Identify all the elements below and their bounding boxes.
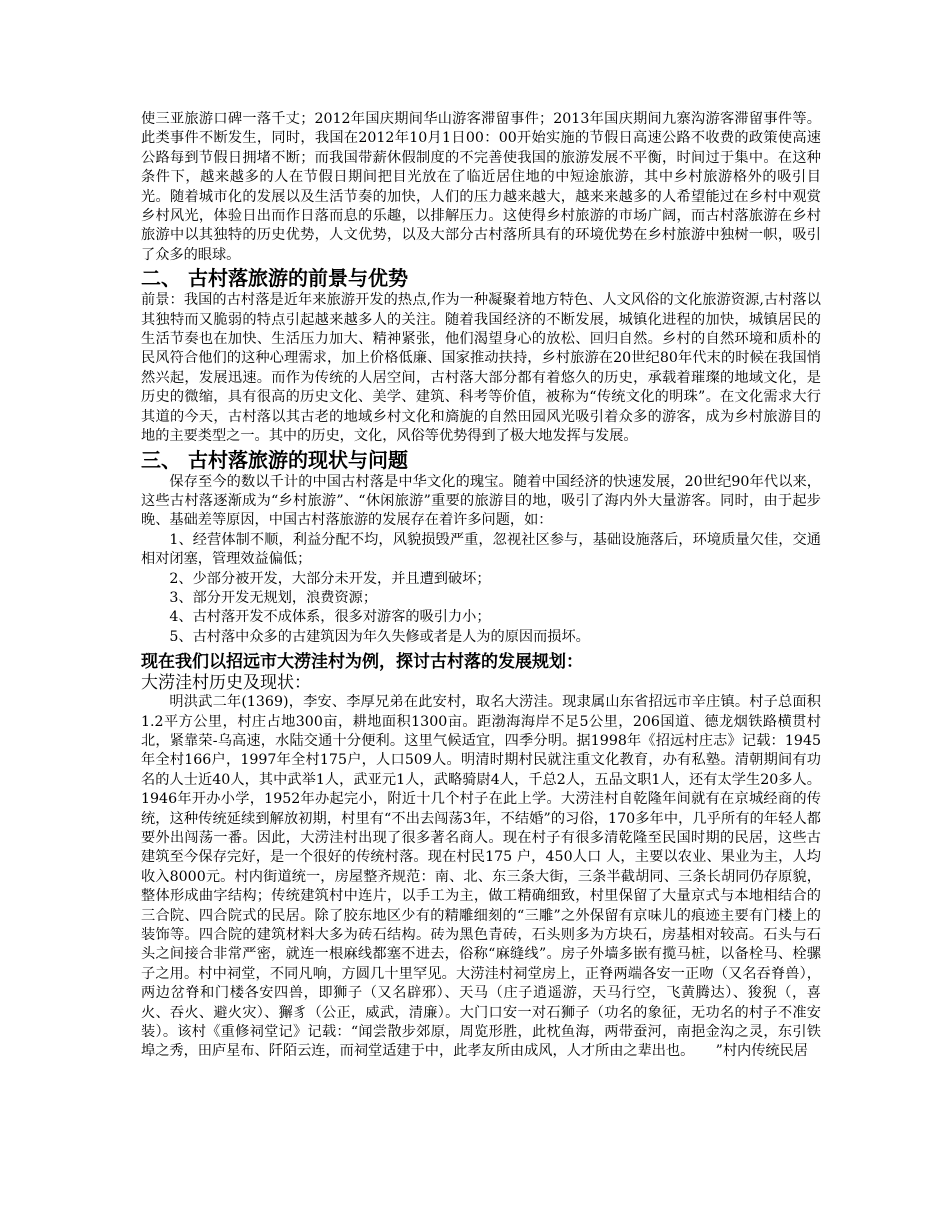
- section2-heading: 二、 古村落旅游的前景与优势: [141, 266, 408, 291]
- example-heading: 现在我们以招远市大涝洼村为例，探讨古村落的发展规划：: [141, 652, 583, 673]
- section3-paragraph: 保存至今的数以千计的中国古村落是中华文化的瑰宝。随着中国经济的快速发展，20世纪90年代以来，这些古村落逐渐成为“乡村旅游”、“休闲旅游”重要的旅游目的地，吸引了海内外大量游客。同时，由于起步晚、基础差等原因，中国古村落旅游的发展存在着许多问题，如：: [141, 473, 821, 529]
- problem-item-5: 5、古村落中众多的古建筑因为年久失修或者是人为的原因而损坏。: [169, 628, 590, 645]
- problem-item-4: 4、古村落开发不成体系，很多对游客的吸引力小；: [169, 609, 491, 626]
- section3-heading: 三、 古村落旅游的现状与问题: [141, 447, 408, 472]
- example-paragraph: 明洪武二年(1369)，李安、李厚兄弟在此安村，取名大涝洼。现隶属山东省招远市辛庄镇。村子总面积1.2平方公里，村庄占地300亩，耕地面积1300亩。距渤海海岸不足5公里，206国道、德龙烟铁路横贯村北，紧靠荣-乌高速，水陆交通十分便利。这里气候适宜，四季分明。据1998年《招远村庄志》记载：1945年全村166户，1997年全村175户，人口509人。明清时期村民就注重文化教育，办有私塾。清朝期间有功名的人士近40人，其中武举1人，武亚元1人，武略骑尉4人，千总2人，五品文职1人，还有太学生20多人。1946年开办小学，1952年办起完小，附近十几个村子在此上学。大涝洼村自乾隆年间就有在京城经商的传统，这种传统延续到解放初期，村里有“不出去闯荡3年，不结婚”的习俗，170多年中，几乎所有的年轻人都要外出闯荡一番。因此，大涝洼村出现了很多著名商人。现在村子有很多清乾隆至民国时期的民居，这些古建筑至今保存完好，是一个很好的传统村落。现在村民175 户，450人口 人，主要以农业、果业为主，人均收入8000元。村内街道统一，房屋整齐规范：南、北、东三条大街，三条半截胡同、三条长胡同仍存原貌，整体形成曲字结构；传统建筑村中连片，以手工为主，做工精确细致，村里保留了大量京式与本地相结合的三合院、四合院式的民居。除了胶东地区少有的精雕细刻的“三雕”之外保留有京味儿的痕迹主要有门楼上的装饰等。四合院的建筑材料大多为砖石结构。砖为黑色青砖，石头则多为方块石，房基相对较高。石头与石头之间接合非常严密，就连一根麻线都塞不进去，俗称“麻缝线”。房子外墙多嵌有揽马桩，以备栓马、栓骡子之用。村中祠堂，不同凡响，方圆几十里罕见。大涝洼村祠堂房上，正脊两端各安一正吻（又名吞脊兽），两边岔脊和门楼各安四兽，即狮子（又名辟邪）、天马（庄子逍遥游，天马行空，飞黄腾达）、狻猊（，喜火、吞火、避火灾）、獬豸（公正，威武，清廉）。大门口安一对石狮子（功名的象征，无功名的村子不准安装）。该村《重修祠堂记》记载：“闻尝散步郊原，周览形胜，此枕鱼海，两带蚕河，南挹金沟之灵，东引铁埠之秀，田庐星布、阡陌云连，而祠堂适建于中，此孝友所由成风，人才所由之辈出也。 ”村内传统民居: [141, 694, 821, 1060]
- section2-paragraph: 前景：我国的古村落是近年来旅游开发的热点,作为一种凝聚着地方特色、人文风俗的文化旅游资源,古村落以其独特而又脆弱的特点引起越来越多人的关注。随着我国经济的不断发展，城镇化进程的加快，城镇居民的生活节奏也在加快、生活压力加大、精神紧张，他们渴望身心的放松、回归自然。乡村的自然环境和质朴的民风符合他们的这种心理需求，加上价格低廉、国家推动扶持，乡村旅游在20世纪80年代末的时候在我国悄然兴起，发展迅速。而作为传统的人居空间，古村落大部分都有着悠久的历史，承载着璀璨的地域文化，是历史的微缩，具有很高的历史文化、美学、建筑、科考等价值，被称为“传统文化的明珠”。在文化需求大行其道的今天，古村落以其古老的地域乡村文化和旖旎的自然田园风光吸引着众多的游客，成为乡村旅游目的地的主要类型之一。其中的历史，文化，风俗等优势得到了极大地发挥与发展。: [141, 292, 821, 445]
- problem-item-3: 3、部分开发无规划，浪费资源；: [169, 589, 378, 606]
- document-page: [141, 110, 821, 1062]
- intro-paragraph: 使三亚旅游口碑一落千丈；2012年国庆期间华山游客滞留事件；2013年国庆期间九寨沟游客滞留事件等。此类事件不断发生，同时，我国在2012年10月1日00：00开始实施的节假日高速公路不收费的政策使高速公路每到节假日拥堵不断；而我国带薪休假制度的不完善使我国的旅游发展不平衡，时间过于集中。在这种条件下，越来越多的人在节假日期间把目光放在了临近居住地的中短途旅游，其中乡村旅游格外的吸引目光。随着城市化的发展以及生活节奏的加快，人们的压力越来越大，越来来越多的人希望能过在乡村中观赏乡村风光，体验日出而作日落而息的乐趣，以排解压力。这使得乡村旅游的市场广阔，而古村落旅游在乡村旅游中以其独特的历史优势，人文优势，以及大部分古村落所具有的环境优势在乡村旅游中独树一帜，吸引了众多的眼球。: [141, 111, 821, 263]
- example-subheading: 大涝洼村历史及现状：: [141, 673, 311, 694]
- problem-item-2: 2、少部分被开发，大部分未开发，并且遭到破坏；: [169, 570, 491, 587]
- problem-item-1: 1、经营体制不顺，利益分配不均，风貌损毁严重，忽视社区参与，基础设施落后，环境质量欠佳，交通相对闭塞，管理效益偏低；: [141, 531, 821, 568]
